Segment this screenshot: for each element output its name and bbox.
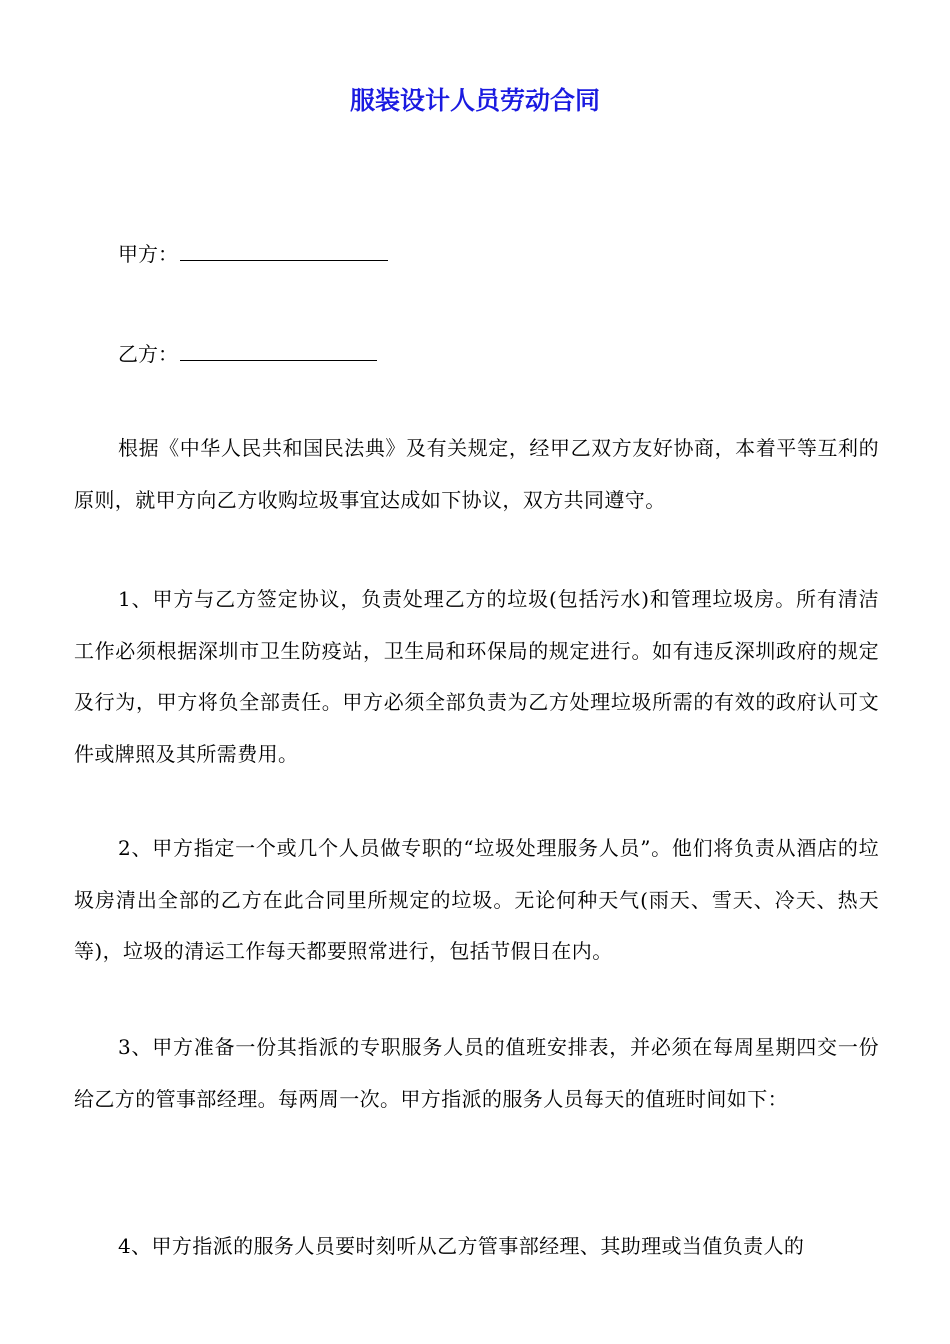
document-title: 服装设计人员劳动合同 (349, 86, 600, 115)
clause-2: 2、甲方指定一个或几个人员做专职的“垃圾处理服务人员”。他们将负责从酒店的垃圾房清出全部的乙方在此合同里所规定的垃圾。无论何种天气(雨天、雪天、冷天、热天等)，垃圾的清运工作每天都要照常进行，包括节假日在内。 (74, 836, 879, 963)
party-a-label: 甲方： (118, 242, 178, 266)
clause-1: 1、甲方与乙方签定协议，负责处理乙方的垃圾(包括污水)和管理垃圾房。所有清洁工作必须根据深圳市卫生防疫站，卫生局和环保局的规定进行。如有违反深圳政府的规定及行为，甲方将负全部责任。甲方必须全部负责为乙方处理垃圾所需的有效的政府认可文件或牌照及其所需费用。 (74, 587, 879, 766)
party-a-blank-line (180, 238, 388, 261)
intro-paragraph: 根据《中华人民共和国民法典》及有关规定，经甲乙双方友好协商，本着平等互利的原则，就甲方向乙方收购垃圾事宜达成如下协议，双方共同遵守。 (74, 436, 879, 512)
party-b-blank-line (180, 338, 377, 361)
clause-4: 4、甲方指派的服务人员要时刻听从乙方管事部经理、其助理或当值负责人的 (118, 1234, 805, 1258)
party-b-row (118, 338, 377, 369)
party-b-label: 乙方： (118, 342, 178, 366)
party-a-row (118, 238, 388, 269)
clause-3: 3、甲方准备一份其指派的专职服务人员的值班安排表，并必须在每周星期四交一份给乙方的管事部经理。每两周一次。甲方指派的服务人员每天的值班时间如下： (74, 1035, 879, 1111)
